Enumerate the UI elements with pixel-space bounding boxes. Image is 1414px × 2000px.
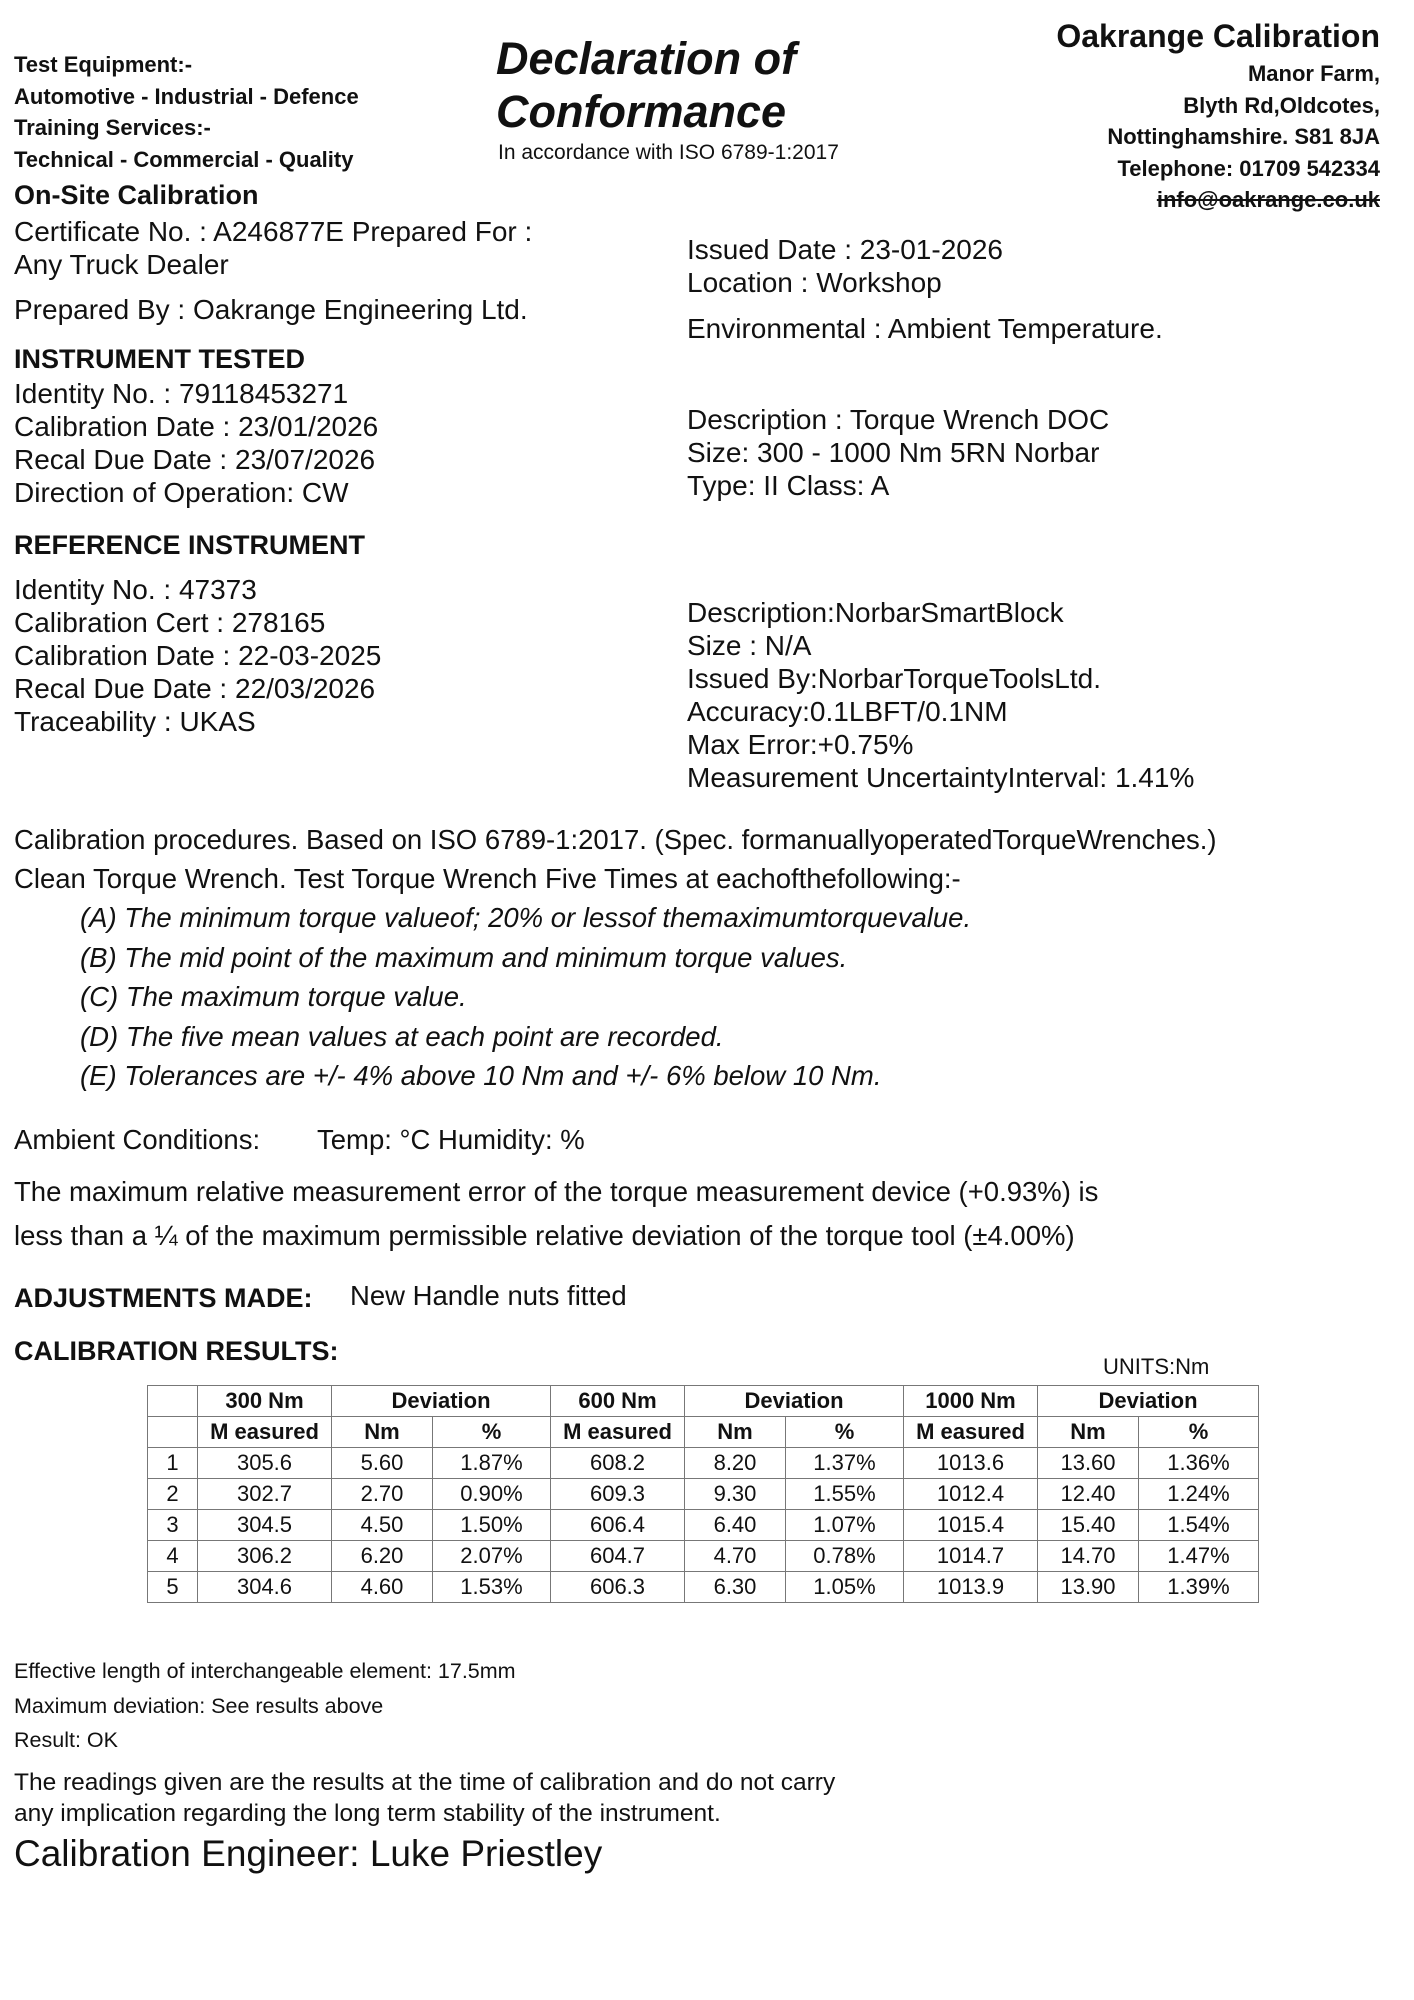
table-cell: 2.70 — [332, 1479, 433, 1510]
certificate-block — [14, 215, 532, 281]
table-cell: 1.47% — [1139, 1541, 1259, 1572]
procedure-list — [80, 898, 971, 1096]
ambient-label: Ambient Conditions: — [14, 1124, 261, 1155]
table-cell: 604.7 — [551, 1541, 685, 1572]
header-cell: Nm — [332, 1417, 433, 1448]
units-label: UNITS:Nm — [1103, 1354, 1210, 1379]
table-cell: 1015.4 — [904, 1510, 1038, 1541]
document-subtitle: In accordance with ISO 6789-1:2017 — [498, 141, 839, 164]
adjustments-label: ADJUSTMENTS MADE: — [14, 1283, 313, 1313]
disclaimer-line: any implication regarding the long term stability of the instrument. — [14, 1800, 721, 1827]
effective-length: Effective length of interchangeable element: 17.5mm — [14, 1659, 516, 1683]
disclaimer — [14, 1767, 835, 1829]
table-cell: 1.37% — [786, 1448, 904, 1479]
table-cell: 1013.6 — [904, 1448, 1038, 1479]
onsite-heading: On-Site Calibration — [14, 180, 259, 210]
table-cell: 4.60 — [332, 1572, 433, 1603]
results-heading: CALIBRATION RESULTS: — [14, 1336, 339, 1366]
table-header-row — [148, 1386, 1259, 1417]
table-cell: 8.20 — [685, 1448, 786, 1479]
detail-line: Issued By:NorbarTorqueToolsLtd. — [687, 663, 1101, 694]
table-cell: 1.05% — [786, 1572, 904, 1603]
table-cell: 1.54% — [1139, 1510, 1259, 1541]
header-cell: Nm — [1038, 1417, 1139, 1448]
title-line-2: Conformance — [496, 86, 787, 137]
table-cell: 9.30 — [685, 1479, 786, 1510]
reference-instrument-heading: REFERENCE INSTRUMENT — [14, 530, 366, 560]
table-cell: 1.39% — [1139, 1572, 1259, 1603]
ambient-values: Temp: °C Humidity: % — [317, 1124, 585, 1155]
procedure-item: (B) The mid point of the maximum and minimum torque values. — [80, 941, 848, 973]
detail-line: Calibration Date : 23/01/2026 — [14, 411, 379, 442]
prepared-by: Prepared By : Oakrange Engineering Ltd. — [14, 294, 528, 325]
table-row — [148, 1572, 1259, 1603]
detail-line: Identity No. : 47373 — [14, 574, 257, 605]
company-name: Oakrange Calibration — [1056, 18, 1380, 54]
detail-line: Traceability : UKAS — [14, 706, 256, 737]
header-line: Training Services:- — [14, 115, 211, 140]
procedure-line: Calibration procedures. Based on ISO 6789-1:2017. (Spec. formanuallyoperatedTorqueWrenches.) — [14, 824, 1217, 855]
table-cell: 1012.4 — [904, 1479, 1038, 1510]
table-cell: 1.24% — [1139, 1479, 1259, 1510]
table-cell: 1.53% — [433, 1572, 551, 1603]
detail-line: Description:NorbarSmartBlock — [687, 597, 1064, 628]
table-cell: 1014.7 — [904, 1541, 1038, 1572]
table-cell: 13.90 — [1038, 1572, 1139, 1603]
reference-instrument-description — [687, 596, 1194, 794]
header-cell: Deviation — [1038, 1386, 1259, 1417]
header-cell: Deviation — [332, 1386, 551, 1417]
detail-line: Size: 300 - 1000 Nm 5RN Norbar — [687, 437, 1100, 468]
adjustments-value: New Handle nuts fitted — [350, 1280, 627, 1311]
table-cell: 1.36% — [1139, 1448, 1259, 1479]
table-cell: 4.70 — [685, 1541, 786, 1572]
detail-line: Type: II Class: A — [687, 470, 890, 501]
table-cell: 5 — [148, 1572, 198, 1603]
header-cell: Nm — [685, 1417, 786, 1448]
table-cell: 2 — [148, 1479, 198, 1510]
header-cell: 600 Nm — [551, 1386, 685, 1417]
certificate-line: Certificate No. : A246877E Prepared For : — [14, 216, 533, 247]
detail-line: Calibration Cert : 278165 — [14, 607, 326, 638]
header-cell: M easured — [551, 1417, 685, 1448]
detail-line: Accuracy:0.1LBFT/0.1NM — [687, 696, 1008, 727]
table-cell: 302.7 — [198, 1479, 332, 1510]
calibration-engineer: Calibration Engineer: Luke Priestley — [14, 1833, 603, 1874]
header-line: Automotive - Industrial - Defence — [14, 83, 359, 109]
document-title — [496, 32, 856, 138]
detail-line: Description : Torque Wrench DOC — [687, 404, 1110, 435]
table-cell: 4 — [148, 1541, 198, 1572]
table-row — [148, 1448, 1259, 1479]
table-cell: 13.60 — [1038, 1448, 1139, 1479]
error-line: less than a ¼ of the maximum permissible relative deviation of the torque tool (±4.00%) — [14, 1220, 1075, 1251]
table-cell: 4.50 — [332, 1510, 433, 1541]
table-cell: 1 — [148, 1448, 198, 1479]
header-line: Test Equipment:- — [14, 52, 193, 77]
table-cell: 306.2 — [198, 1541, 332, 1572]
table-row — [148, 1541, 1259, 1572]
procedure-item: (E) Tolerances are +/- 4% above 10 Nm and +/- 6% below 10 Nm. — [80, 1060, 882, 1091]
table-cell: 6.30 — [685, 1572, 786, 1603]
address-line: Blyth Rd,Oldcotes, — [1183, 92, 1380, 118]
detail-line: Direction of Operation: CW — [14, 477, 349, 508]
detail-line: Measurement UncertaintyInterval: 1.41% — [687, 762, 1195, 793]
table-cell: 12.40 — [1038, 1479, 1139, 1510]
table-cell: 304.6 — [198, 1572, 332, 1603]
table-cell: 3 — [148, 1510, 198, 1541]
detail-line: Recal Due Date : 23/07/2026 — [14, 444, 376, 475]
procedure-item: (D) The five mean values at each point are recorded. — [80, 1020, 724, 1052]
header-cell: % — [1139, 1417, 1259, 1448]
address-line: Nottinghamshire. S81 8JA — [1107, 124, 1380, 149]
title-line-1: Declaration of — [496, 33, 797, 84]
procedure-item: (C) The maximum torque value. — [80, 981, 467, 1012]
header-cell: 1000 Nm — [904, 1386, 1038, 1417]
error-line: The maximum relative measurement error of the torque measurement device (+0.93%) is — [14, 1176, 1099, 1207]
table-subheader-row — [148, 1417, 1259, 1448]
instrument-tested-description — [687, 403, 1109, 502]
table-cell: 1.55% — [786, 1479, 904, 1510]
table-cell: 6.40 — [685, 1510, 786, 1541]
table-cell: 606.3 — [551, 1572, 685, 1603]
company-telephone: Telephone: 01709 542334 — [1117, 155, 1380, 181]
detail-line: Identity No. : 79118453271 — [14, 378, 349, 409]
maximum-deviation: Maximum deviation: See results above — [14, 1693, 384, 1718]
location: Location : Workshop — [687, 267, 942, 298]
table-cell: 606.4 — [551, 1510, 685, 1541]
detail-line: Size : N/A — [687, 630, 812, 661]
table-cell: 1.50% — [433, 1510, 551, 1541]
header-services — [14, 49, 359, 175]
table-row — [148, 1510, 1259, 1541]
table-cell: 0.90% — [433, 1479, 551, 1510]
company-email: info@oakrange.co.uk — [1156, 187, 1380, 212]
instrument-tested-details — [14, 377, 378, 509]
table-row — [148, 1479, 1259, 1510]
error-statement — [14, 1170, 1098, 1258]
issue-block — [687, 233, 1003, 299]
table-cell: 6.20 — [332, 1541, 433, 1572]
header-cell: % — [433, 1417, 551, 1448]
disclaimer-line: The readings given are the results at the time of calibration and do not carry — [14, 1769, 836, 1796]
detail-line: Max Error:+0.75% — [687, 729, 914, 760]
footer-notes — [14, 1654, 516, 1758]
table-cell: 5.60 — [332, 1448, 433, 1479]
address-line: Manor Farm, — [1247, 61, 1380, 86]
company-address — [1107, 58, 1380, 216]
table-cell: 304.5 — [198, 1510, 332, 1541]
header-line: Technical - Commercial - Quality — [14, 146, 354, 172]
issued-date: Issued Date : 23-01-2026 — [687, 234, 1003, 265]
table-cell: 608.2 — [551, 1448, 685, 1479]
table-cell: 305.6 — [198, 1448, 332, 1479]
customer-name: Any Truck Dealer — [14, 249, 229, 280]
table-cell: 15.40 — [1038, 1510, 1139, 1541]
detail-line: Recal Due Date : 22/03/2026 — [14, 673, 376, 704]
table-cell: 1.07% — [786, 1510, 904, 1541]
environmental: Environmental : Ambient Temperature. — [687, 313, 1163, 344]
header-cell: M easured — [198, 1417, 332, 1448]
procedure-intro — [14, 820, 1217, 898]
table-cell: 2.07% — [433, 1541, 551, 1572]
header-cell: M easured — [904, 1417, 1038, 1448]
header-cell — [148, 1386, 198, 1417]
calibration-results-table — [147, 1385, 1259, 1603]
header-cell: Deviation — [685, 1386, 904, 1417]
procedure-item: (A) The minimum torque valueof; 20% or lessof themaximumtorquevalue. — [80, 902, 972, 933]
header-cell — [148, 1417, 198, 1448]
detail-line: Calibration Date : 22-03-2025 — [14, 640, 382, 671]
instrument-tested-heading: INSTRUMENT TESTED — [14, 344, 306, 374]
reference-instrument-details — [14, 573, 381, 738]
header-cell: 300 Nm — [198, 1386, 332, 1417]
header-cell: % — [786, 1417, 904, 1448]
table-cell: 0.78% — [786, 1541, 904, 1572]
table-cell: 1013.9 — [904, 1572, 1038, 1603]
result-status: Result: OK — [14, 1728, 118, 1752]
table-cell: 1.87% — [433, 1448, 551, 1479]
table-cell: 609.3 — [551, 1479, 685, 1510]
procedure-line: Clean Torque Wrench. Test Torque Wrench Five Times at eachofthefollowing:- — [14, 863, 961, 894]
table-cell: 14.70 — [1038, 1541, 1139, 1572]
